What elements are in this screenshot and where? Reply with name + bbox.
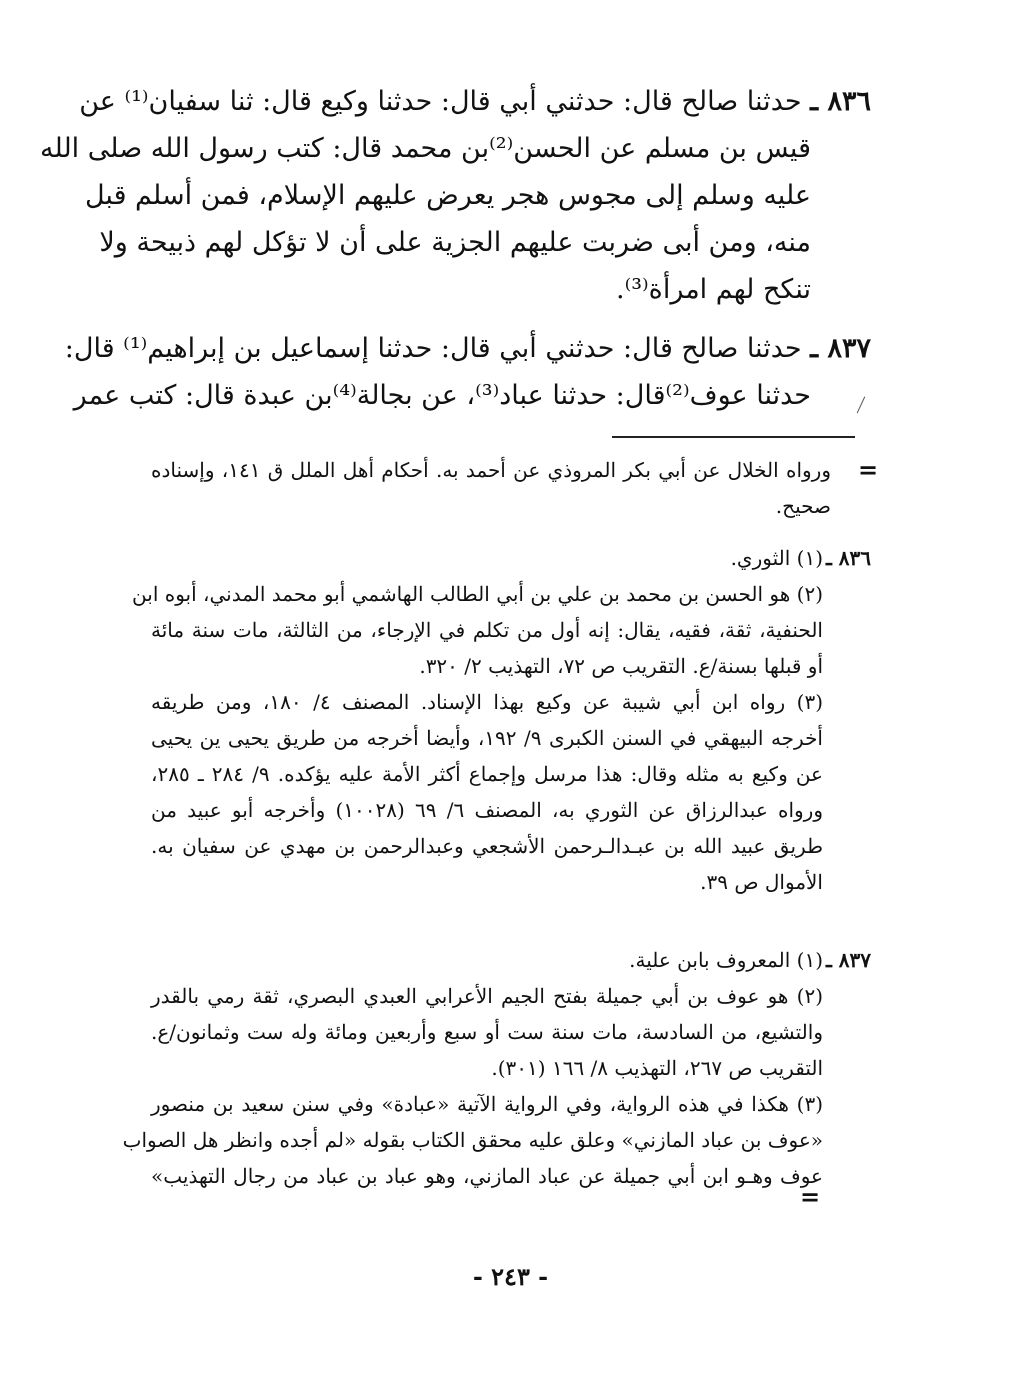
- hadith-number: ٨٣٧ ـ: [810, 333, 871, 364]
- footnote-line: أخرجه البيهقي في السنن الكبرى ٩/ ١٩٢، وأيضا أخرجه من طريق يحيى ين يحيى: [151, 726, 823, 750]
- footnote-label: ٨٣٧ ـ: [825, 948, 871, 972]
- footnote-line: «عوف بن عباد المازني» وعلق عليه محقق الكتاب بقوله «لم أجده وانظر هل الصواب: [122, 1128, 823, 1152]
- hadith-837: [64, 325, 871, 419]
- continuation-mark: =: [858, 455, 877, 484]
- footnote-line: ورواه عبدالرزاق عن الثوري به، المصنف ٦/ ٦٩ (١٠٠٢٨) وأخرجه أبو عبيد من: [151, 798, 823, 822]
- footnote-line: أو قبلها بسنة/ع. التقريب ص ٧٢، التهذيب ٢/ ٣٢٠.: [419, 654, 823, 678]
- hadith-line: تنكح لهم امرأة⁽³⁾.: [616, 274, 811, 305]
- hadith-line: [64, 325, 871, 372]
- footnote-line: عوف وهـو ابن أبي جميلة عن عباد المازني، وهو عباد بن عباد من رجال التهذيب»: [151, 1164, 823, 1188]
- footnote-line: (٢) هو عوف بن أبي جميلة بفتح الجيم الأعرابي العبدي البصري، ثقة رمي بالقدر: [151, 984, 824, 1008]
- footnotes-836: [132, 540, 871, 900]
- hadith-text: حدثنا صالح قال: حدثني أبي قال: حدثنا إسماعيل بن إبراهيم⁽¹⁾ قال:: [64, 333, 802, 364]
- footnote-line: (٢) هو الحسن بن محمد بن علي بن أبي الطالب الهاشمي أبو محمد المدني، أبوه ابن: [132, 582, 823, 606]
- footnote-line: (٣) هكذا في هذه الرواية، وفي الرواية الآتية «عبادة» وفي سنن سعيد بن منصور: [151, 1092, 823, 1116]
- hadith-line: منه، ومن أبى ضربت عليهم الجزية على أن لا تؤكل لهم ذبيحة ولا: [99, 227, 811, 258]
- footnote-line: الأموال ص ٣٩.: [700, 870, 823, 894]
- footnotes-837: [122, 942, 871, 1194]
- hadith-number: ٨٣٦ ـ: [810, 86, 871, 117]
- hadith-line: حدثنا عوف⁽²⁾قال: حدثنا عباد⁽³⁾، عن بجالة⁽⁴⁾بن عبدة قال: كتب عمر: [73, 380, 811, 411]
- footnote-line: التقريب ص ٢٦٧، التهذيب ٨/ ١٦٦ (٣٠١).: [491, 1056, 823, 1080]
- footnote-divider: [612, 436, 855, 438]
- hadith-line: [79, 78, 871, 125]
- hadith-line: عليه وسلم إلى مجوس هجر يعرض عليهم الإسلام، فمن أسلم قبل: [84, 180, 811, 211]
- footnote-line: عن وكيع به مثله وقال: هذا مرسل وإجماع أكثر الأمة عليه يؤكده. ٩/ ٢٨٤ ـ ٢٨٥،: [151, 762, 823, 786]
- hadith-line: قيس بن مسلم عن الحسن⁽²⁾بن محمد قال: كتب رسول الله صلى الله: [40, 133, 811, 164]
- footnote-line: ورواه الخلال عن أبي بكر المروذي عن أحمد به. أحكام أهل الملل ق ١٤١، وإسناده: [151, 458, 831, 482]
- footnote-text: (١) الثوري.: [730, 546, 823, 570]
- footnote-line: [151, 942, 871, 978]
- footnote-line: (٣) رواه ابن أبي شيبة عن وكيع بهذا الإسناد. المصنف ٤/ ١٨٠، ومن طريقه: [151, 690, 824, 714]
- footnote-text: (١) المعروف بابن علية.: [629, 948, 823, 972]
- continuation-mark: =: [800, 1182, 819, 1211]
- footnote-continuation: [151, 452, 871, 524]
- footnote-line: طريق عبيد الله بن عبـدالـرحمن الأشجعي وعبدالرحمن بن مهدي عن سفيان به.: [151, 834, 823, 858]
- footnote-line: [151, 540, 871, 576]
- page-number: - ٢٤٣ -: [472, 1262, 549, 1291]
- footnote-line: صحيح.: [775, 494, 831, 518]
- footnote-line: والتشيع، من السادسة، مات سنة ست أو سبع وأربعين ومائة وله ست وثمانون/ع.: [151, 1020, 823, 1044]
- hadith-text: حدثنا صالح قال: حدثني أبي قال: حدثنا وكيع قال: ثنا سفيان⁽¹⁾ عن: [79, 86, 802, 117]
- footnote-line: الحنفية، ثقة، فقيه، يقال: إنه أول من تكلم في الإرجاء، من الثالثة، مات سنة مائة: [151, 618, 823, 642]
- footnote-label: ٨٣٦ ـ: [825, 546, 871, 570]
- hadith-836: [40, 78, 871, 313]
